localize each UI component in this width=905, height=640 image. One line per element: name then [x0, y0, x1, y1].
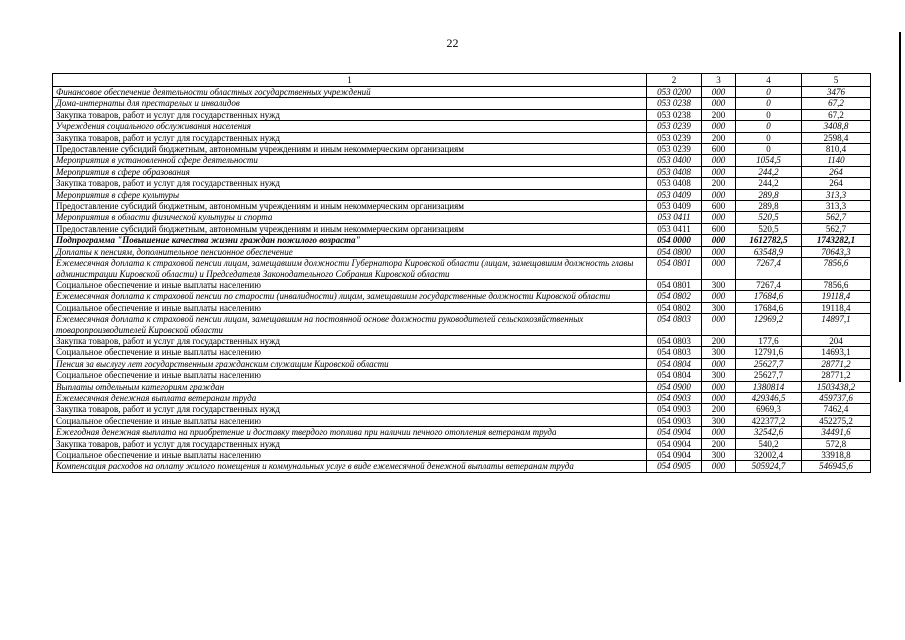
row-name-cell: Ежемесячная доплата к страховой пенсии лицам, замещавшим на постоянной основе должности руководителей сельскохозяйственных товаропроизводителей Кировской области	[53, 314, 647, 336]
row-code-cell: 054 0900	[647, 381, 702, 392]
row-code-cell: 054 0905	[647, 461, 702, 472]
header-cell: 4	[736, 74, 802, 87]
row-code-cell: 054 0804	[647, 358, 702, 369]
row-code-cell: 054 0801	[647, 279, 702, 290]
row-value-2-cell: 562,7	[802, 223, 871, 234]
row-value-1-cell: 429346,5	[736, 392, 802, 403]
row-type-cell: 600	[702, 144, 736, 155]
row-name-cell: Закупка товаров, работ и услуг для государственных нужд	[53, 335, 647, 346]
row-name-cell: Учреждения социального обслуживания населения	[53, 121, 647, 132]
row-value-1-cell: 25627,7	[736, 358, 802, 369]
row-value-1-cell: 244,2	[736, 178, 802, 189]
row-code-cell: 054 0903	[647, 415, 702, 426]
row-value-1-cell: 1612782,5	[736, 235, 802, 246]
row-value-2-cell: 459737,6	[802, 392, 871, 403]
row-name-cell: Предоставление субсидий бюджетным, автономным учреждениям и иным некоммерческим организациям	[53, 201, 647, 212]
table-row	[53, 302, 871, 313]
row-name-cell: Мероприятия в установленной сфере деятельности	[53, 155, 647, 166]
row-type-cell: 300	[702, 347, 736, 358]
row-value-1-cell: 0	[736, 144, 802, 155]
row-code-cell: 054 0903	[647, 392, 702, 403]
row-value-1-cell: 422377,2	[736, 415, 802, 426]
row-name-cell: Социальное обеспечение и иные выплаты населению	[53, 450, 647, 461]
row-name-cell: Ежемесячная доплата к страховой пенсии лицам, замещавшим должности Губернатора Кировской области (лицам, замещавшим должность главы администрации Кировской области) и Председателя Законодательного Собрания Кировской области	[53, 258, 647, 280]
row-value-2-cell: 19118,4	[802, 291, 871, 302]
row-value-2-cell: 313,3	[802, 201, 871, 212]
row-type-cell: 600	[702, 201, 736, 212]
row-code-cell: 053 0409	[647, 201, 702, 212]
row-code-cell: 054 0801	[647, 258, 702, 280]
row-code-cell: 053 0409	[647, 189, 702, 200]
row-code-cell: 053 0411	[647, 223, 702, 234]
row-value-1-cell: 0	[736, 98, 802, 109]
row-value-2-cell: 67,2	[802, 98, 871, 109]
table-row	[53, 258, 871, 280]
row-value-1-cell: 0	[736, 121, 802, 132]
row-code-cell: 053 0239	[647, 132, 702, 143]
row-type-cell: 000	[702, 314, 736, 336]
row-code-cell: 053 0411	[647, 212, 702, 223]
row-type-cell: 000	[702, 461, 736, 472]
header-cell: 2	[647, 74, 702, 87]
row-value-2-cell: 70643,3	[802, 246, 871, 257]
row-value-2-cell: 28771,2	[802, 358, 871, 369]
row-code-cell: 054 0800	[647, 246, 702, 257]
row-type-cell: 000	[702, 291, 736, 302]
row-value-1-cell: 505924,7	[736, 461, 802, 472]
row-code-cell: 053 0239	[647, 121, 702, 132]
row-type-cell: 300	[702, 302, 736, 313]
row-name-cell: Социальное обеспечение и иные выплаты населению	[53, 370, 647, 381]
row-value-2-cell: 3476	[802, 87, 871, 98]
row-value-1-cell: 540,2	[736, 438, 802, 449]
row-name-cell: Закупка товаров, работ и услуг для государственных нужд	[53, 438, 647, 449]
table-row	[53, 370, 871, 381]
row-type-cell: 200	[702, 438, 736, 449]
header-row	[53, 74, 871, 87]
row-code-cell: 054 0904	[647, 438, 702, 449]
row-name-cell: Пенсия за выслугу лет государственным гражданским служащим Кировской области	[53, 358, 647, 369]
row-value-2-cell: 562,7	[802, 212, 871, 223]
budget-table	[52, 73, 871, 473]
row-type-cell: 000	[702, 98, 736, 109]
row-value-2-cell: 264	[802, 178, 871, 189]
table-row	[53, 109, 871, 120]
table-row	[53, 392, 871, 403]
row-value-2-cell: 572,8	[802, 438, 871, 449]
row-value-1-cell: 12969,2	[736, 314, 802, 336]
row-value-2-cell: 28771,2	[802, 370, 871, 381]
row-value-2-cell: 810,4	[802, 144, 871, 155]
row-type-cell: 600	[702, 223, 736, 234]
table-row	[53, 438, 871, 449]
table-row	[53, 291, 871, 302]
row-code-cell: 054 0000	[647, 235, 702, 246]
table-row	[53, 246, 871, 257]
table-row	[53, 347, 871, 358]
table-row	[53, 235, 871, 246]
row-type-cell: 200	[702, 109, 736, 120]
row-name-cell: Предоставление субсидий бюджетным, автономным учреждениям и иным некоммерческим организациям	[53, 223, 647, 234]
row-name-cell: Социальное обеспечение и иные выплаты населению	[53, 302, 647, 313]
row-value-2-cell: 7856,6	[802, 258, 871, 280]
table-row	[53, 155, 871, 166]
row-type-cell: 000	[702, 358, 736, 369]
table-row	[53, 404, 871, 415]
row-value-2-cell: 452275,2	[802, 415, 871, 426]
table-row	[53, 98, 871, 109]
row-type-cell: 200	[702, 178, 736, 189]
row-code-cell: 054 0802	[647, 302, 702, 313]
row-value-2-cell: 34491,6	[802, 427, 871, 438]
row-name-cell: Мероприятия в сфере культуры	[53, 189, 647, 200]
row-name-cell: Социальное обеспечение и иные выплаты населению	[53, 347, 647, 358]
row-value-1-cell: 0	[736, 109, 802, 120]
row-type-cell: 000	[702, 189, 736, 200]
row-value-2-cell: 264	[802, 166, 871, 177]
row-value-1-cell: 520,5	[736, 223, 802, 234]
row-value-1-cell: 520,5	[736, 212, 802, 223]
row-type-cell: 300	[702, 370, 736, 381]
row-name-cell: Закупка товаров, работ и услуг для государственных нужд	[53, 404, 647, 415]
row-name-cell: Мероприятия в сфере образования	[53, 166, 647, 177]
row-value-1-cell: 12791,6	[736, 347, 802, 358]
header-cell: 5	[802, 74, 871, 87]
row-type-cell: 200	[702, 404, 736, 415]
row-code-cell: 053 0400	[647, 155, 702, 166]
table-row	[53, 335, 871, 346]
row-code-cell: 054 0803	[647, 314, 702, 336]
row-value-1-cell: 1380814	[736, 381, 802, 392]
row-name-cell: Закупка товаров, работ и услуг для государственных нужд	[53, 178, 647, 189]
row-value-1-cell: 17684,6	[736, 302, 802, 313]
row-code-cell: 054 0904	[647, 450, 702, 461]
row-value-1-cell: 244,2	[736, 166, 802, 177]
row-value-2-cell: 67,2	[802, 109, 871, 120]
row-code-cell: 053 0239	[647, 144, 702, 155]
row-value-2-cell: 7856,6	[802, 279, 871, 290]
row-type-cell: 300	[702, 279, 736, 290]
row-code-cell: 053 0200	[647, 87, 702, 98]
row-type-cell: 200	[702, 335, 736, 346]
row-name-cell: Ежемесячная доплата к страховой пенсии по старости (инвалидности) лицам, замещавшим государственные должности Кировской области	[53, 291, 647, 302]
row-code-cell: 053 0238	[647, 109, 702, 120]
row-code-cell: 053 0408	[647, 178, 702, 189]
page-number: 22	[446, 36, 459, 50]
row-name-cell: Мероприятия в области физической культуры и спорта	[53, 212, 647, 223]
table-row	[53, 279, 871, 290]
table-row	[53, 212, 871, 223]
row-name-cell: Ежегодная денежная выплата на приобретение и доставку твердого топлива при наличии печного отопления ветеранам труда	[53, 427, 647, 438]
row-type-cell: 000	[702, 427, 736, 438]
row-value-2-cell: 7462,4	[802, 404, 871, 415]
row-name-cell: Доплаты к пенсиям, дополнительное пенсионное обеспечение	[53, 246, 647, 257]
row-value-1-cell: 289,8	[736, 201, 802, 212]
table-row	[53, 121, 871, 132]
table-row	[53, 358, 871, 369]
row-type-cell: 000	[702, 235, 736, 246]
header-cell: 3	[702, 74, 736, 87]
row-value-2-cell: 204	[802, 335, 871, 346]
row-value-1-cell: 0	[736, 87, 802, 98]
row-name-cell: Подпрограмма "Повышение качества жизни граждан пожилого возраста"	[53, 235, 647, 246]
row-code-cell: 053 0408	[647, 166, 702, 177]
row-name-cell: Компенсация расходов на оплату жилого помещения и коммунальных услуг в виде ежемесячной денежной выплаты ветеранам труда	[53, 461, 647, 472]
row-value-1-cell: 7267,4	[736, 279, 802, 290]
row-name-cell: Выплаты отдельным категориям граждан	[53, 381, 647, 392]
table-row	[53, 427, 871, 438]
row-value-1-cell: 6969,3	[736, 404, 802, 415]
row-value-2-cell: 1743282,1	[802, 235, 871, 246]
row-value-1-cell: 1054,5	[736, 155, 802, 166]
row-type-cell: 000	[702, 87, 736, 98]
table-row	[53, 201, 871, 212]
row-type-cell: 000	[702, 166, 736, 177]
row-value-2-cell: 1503438,2	[802, 381, 871, 392]
row-type-cell: 300	[702, 415, 736, 426]
row-value-2-cell: 546945,6	[802, 461, 871, 472]
row-value-2-cell: 33918,8	[802, 450, 871, 461]
row-type-cell: 000	[702, 121, 736, 132]
table-row	[53, 461, 871, 472]
row-value-2-cell: 14693,1	[802, 347, 871, 358]
row-value-2-cell: 1140	[802, 155, 871, 166]
row-value-2-cell: 19118,4	[802, 302, 871, 313]
row-value-1-cell: 32002,4	[736, 450, 802, 461]
row-value-1-cell: 32542,6	[736, 427, 802, 438]
row-name-cell: Финансовое обеспечение деятельности областных государственных учреждений	[53, 87, 647, 98]
row-name-cell: Социальное обеспечение и иные выплаты населению	[53, 279, 647, 290]
table-row	[53, 314, 871, 336]
table-row	[53, 450, 871, 461]
row-name-cell: Социальное обеспечение и иные выплаты населению	[53, 415, 647, 426]
row-name-cell: Закупка товаров, работ и услуг для государственных нужд	[53, 109, 647, 120]
row-value-1-cell: 17684,6	[736, 291, 802, 302]
table-row	[53, 132, 871, 143]
margin-rule	[899, 32, 901, 382]
row-value-2-cell: 313,3	[802, 189, 871, 200]
table-row	[53, 144, 871, 155]
row-code-cell: 054 0804	[647, 370, 702, 381]
row-name-cell: Ежемесячная денежная выплата ветеранам труда	[53, 392, 647, 403]
row-type-cell: 000	[702, 246, 736, 257]
table-row	[53, 189, 871, 200]
row-code-cell: 054 0803	[647, 335, 702, 346]
row-value-1-cell: 289,8	[736, 189, 802, 200]
row-value-2-cell: 2598,4	[802, 132, 871, 143]
row-code-cell: 053 0238	[647, 98, 702, 109]
row-value-2-cell: 14897,1	[802, 314, 871, 336]
row-type-cell: 000	[702, 392, 736, 403]
row-name-cell: Предоставление субсидий бюджетным, автономным учреждениям и иным некоммерческим организациям	[53, 144, 647, 155]
table-row	[53, 166, 871, 177]
row-type-cell: 000	[702, 381, 736, 392]
table-row	[53, 223, 871, 234]
row-name-cell: Закупка товаров, работ и услуг для государственных нужд	[53, 132, 647, 143]
header-cell: 1	[53, 74, 647, 87]
row-type-cell: 000	[702, 155, 736, 166]
row-value-2-cell: 3408,8	[802, 121, 871, 132]
row-code-cell: 054 0903	[647, 404, 702, 415]
row-type-cell: 300	[702, 450, 736, 461]
row-code-cell: 054 0904	[647, 427, 702, 438]
row-value-1-cell: 7267,4	[736, 258, 802, 280]
table-row	[53, 415, 871, 426]
table-row	[53, 381, 871, 392]
row-value-1-cell: 25627,7	[736, 370, 802, 381]
table-row	[53, 87, 871, 98]
row-code-cell: 054 0802	[647, 291, 702, 302]
row-type-cell: 000	[702, 258, 736, 280]
table-row	[53, 178, 871, 189]
row-value-1-cell: 63548,9	[736, 246, 802, 257]
row-type-cell: 200	[702, 132, 736, 143]
row-value-1-cell: 0	[736, 132, 802, 143]
row-code-cell: 054 0803	[647, 347, 702, 358]
row-value-1-cell: 177,6	[736, 335, 802, 346]
row-type-cell: 000	[702, 212, 736, 223]
row-name-cell: Дома-интернаты для престарелых и инвалидов	[53, 98, 647, 109]
